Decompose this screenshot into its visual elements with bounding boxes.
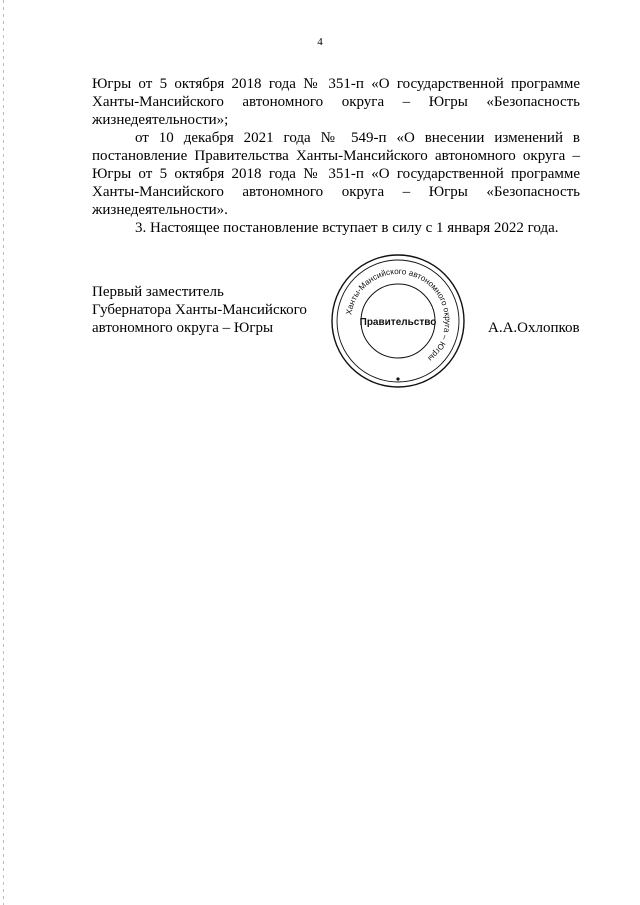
page-number: 4: [317, 36, 323, 48]
paragraph-amendment: от 10 декабря 2021 года № 549-п «О внесении изменений в постановление Правительства Ханты-Мансийского автономного округа – Югры от 5 октября 2018 года № 351-п «О государственной программе Ханты-Мансийского автономного округа – Югры «Безопасность жизнедеятельности».: [92, 130, 580, 218]
signer-title: [92, 283, 322, 337]
seal-center-text: Правительство: [359, 317, 437, 328]
signer-title-line: автономного округа – Югры: [92, 320, 274, 336]
seal-dot: [396, 377, 399, 380]
paragraph-continuation: Югры от 5 октября 2018 года № 351-п «О государственной программе Ханты-Мансийского автономного округа – Югры «Безопасность жизнедеятельности»;: [92, 76, 580, 128]
signer-title-line: Первый заместитель: [92, 284, 224, 300]
official-seal: [329, 252, 467, 390]
paragraph-effective-date: 3. Настоящее постановление вступает в силу с 1 января 2022 года.: [135, 220, 559, 236]
signer-name: А.А.Охлопков: [488, 320, 580, 336]
signer-title-line: Губернатора Ханты-Мансийского: [92, 302, 307, 318]
scan-edge-line: [3, 0, 4, 905]
seal-ring-text: Ханты-Мансийского автономного округа – Югры: [344, 266, 453, 363]
document-body: [92, 75, 580, 237]
